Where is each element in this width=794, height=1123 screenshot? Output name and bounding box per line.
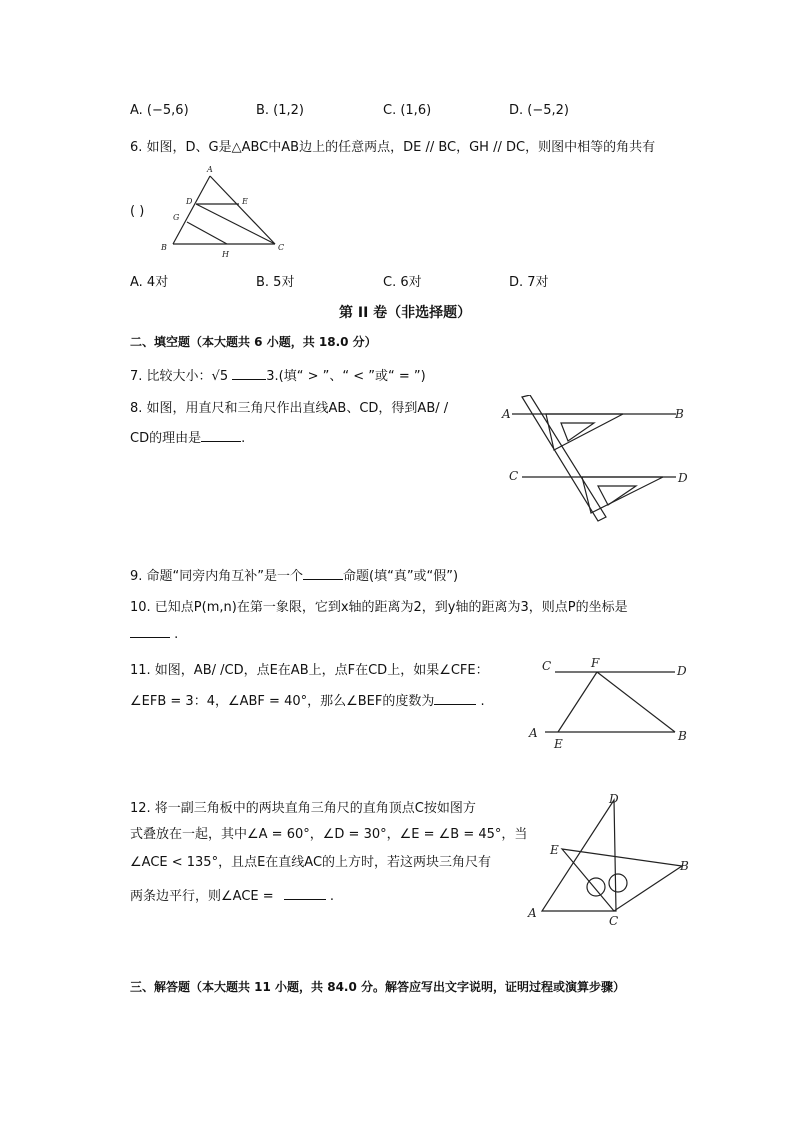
q12-label-a: A	[528, 906, 537, 920]
q6-label-e: E	[242, 197, 248, 206]
q8-label-b: B	[675, 407, 684, 421]
q12-label-b: B	[680, 859, 689, 873]
q8-line2-prefix: CD的理由是	[130, 431, 202, 446]
q12-line3: ∠ACE < 135°，且点E在直线AC的上方时，若这两块三角尺有	[130, 855, 492, 870]
q11-label-a: A	[529, 726, 538, 740]
q12-label-e: E	[550, 843, 559, 857]
q6-label-a: A	[207, 165, 213, 174]
q11-line1: 11. 如图，AB/ /CD，点E在AB上，点F在CD上，如果∠CFE：	[130, 663, 489, 678]
q7-prefix: 7. 比较大小：√5	[130, 369, 229, 384]
q10-answer-blank[interactable]	[130, 637, 170, 638]
q6-label-g: G	[173, 213, 180, 222]
q10-line2-suffix: .	[170, 627, 179, 642]
q6-paren: ( )	[130, 204, 145, 219]
q11-line2-prefix: ∠EFB = 3：4，∠ABF = 40°，那么∠BEF的度数为	[130, 694, 435, 709]
q9-answer-blank[interactable]	[303, 579, 343, 580]
q5-option-a: A. (−5,6)	[130, 103, 189, 118]
q8-line2-suffix: .	[241, 431, 246, 446]
q7-answer-blank[interactable]	[232, 379, 266, 380]
q6-option-a: A. 4对	[130, 275, 169, 290]
q8-label-d: D	[678, 471, 688, 485]
q6-text: 6. 如图，D、G是△ABC中AB边上的任意两点，DE // BC，GH // DC，则图中相等的角共有	[130, 140, 656, 155]
q5-option-b: B. (1,2)	[256, 103, 305, 118]
q11-label-f: F	[591, 656, 600, 670]
q12-answer-blank[interactable]	[284, 899, 326, 900]
q12-line1: 12. 将一副三角板中的两块直角三角尺的直角顶点C按如图方	[130, 801, 476, 816]
q8-figure	[498, 395, 698, 525]
section3-header: 三、解答题（本大题共 11 小题，共 84.0 分。解答应写出文字说明，证明过程或演算步骤）	[130, 980, 626, 994]
volume2-title: 第 II 卷（非选择题）	[339, 305, 472, 321]
q11-label-e: E	[554, 737, 563, 751]
q6-label-d: D	[186, 197, 193, 206]
q11-answer-blank[interactable]	[434, 704, 476, 705]
q6-figure	[155, 162, 290, 260]
q11-label-d: D	[677, 664, 687, 678]
q12-line4-suffix: .	[325, 889, 335, 904]
q11-label-c: C	[542, 659, 552, 673]
q6-option-c: C. 6对	[383, 275, 422, 290]
q6-option-b: B. 5对	[256, 275, 295, 290]
q10-line1: 10. 已知点P(m,n)在第一象限，它到x轴的距离为2，到y轴的距离为3，则点P的坐标是	[130, 600, 628, 615]
q8-line1: 8. 如图，用直尺和三角尺作出直线AB、CD，得到AB/ /	[130, 401, 449, 416]
q11-line2	[130, 690, 485, 709]
q6-label-h: H	[222, 250, 229, 259]
q10-line2	[130, 627, 178, 642]
q5-option-d: D. (−5,2)	[509, 103, 569, 118]
q6-option-d: D. 7对	[509, 275, 549, 290]
q8-answer-blank[interactable]	[201, 441, 241, 442]
q7-suffix: 3.(填“ > ”、“ < ”或“ = ”)	[266, 369, 426, 384]
q9	[130, 565, 458, 584]
q12-line2: 式叠放在一起，其中∠A = 60°，∠D = 30°，∠E = ∠B = 45°，当	[130, 827, 528, 842]
q9-suffix: 命题(填“真”或“假”)	[343, 569, 459, 584]
q11-figure	[525, 652, 695, 752]
q12-figure	[524, 790, 699, 930]
section2-header: 二、填空题（本大题共 6 小题，共 18.0 分）	[130, 335, 377, 349]
q8-label-a: A	[502, 407, 511, 421]
q8-label-c: C	[509, 469, 519, 483]
q5-option-c: C. (1,6)	[383, 103, 432, 118]
q6-label-c: C	[278, 243, 285, 252]
q7	[130, 365, 426, 384]
q9-prefix: 9. 命题“同旁内角互补”是一个	[130, 569, 304, 584]
q12-line4-prefix: 两条边平行，则∠ACE =	[130, 889, 274, 904]
q8-line2	[130, 427, 245, 446]
q12-line4	[130, 885, 334, 904]
q12-label-d: D	[609, 792, 619, 806]
q12-label-c: C	[609, 914, 619, 928]
q6-label-b: B	[161, 243, 167, 252]
q11-line2-suffix: .	[476, 694, 485, 709]
q11-label-b: B	[678, 729, 687, 743]
